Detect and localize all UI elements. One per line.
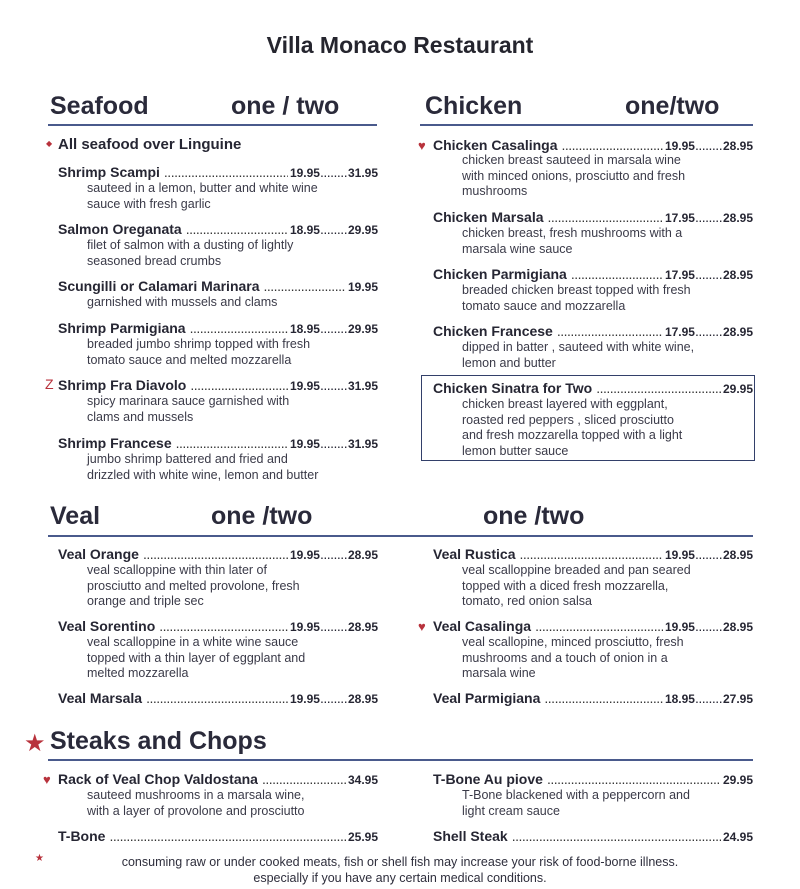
item-name: Veal Marsala bbox=[58, 690, 143, 706]
price-one: 19.95 bbox=[289, 379, 320, 393]
price: 25.95 bbox=[347, 830, 378, 844]
item-name: T-Bone Au piove bbox=[433, 771, 543, 787]
desc-line: and fresh mozzarella topped with a light bbox=[462, 428, 683, 442]
price-two: 28.95 bbox=[347, 692, 378, 706]
spicy-marker: Z bbox=[45, 376, 54, 392]
menu-item bbox=[58, 221, 378, 239]
chicken-rule bbox=[420, 124, 753, 126]
item-name: T-Bone bbox=[58, 828, 106, 844]
menu-item bbox=[58, 435, 378, 453]
price-two: 28.95 bbox=[722, 211, 753, 225]
desc-line: mushrooms bbox=[462, 184, 528, 198]
price-one: 19.95 bbox=[289, 166, 320, 180]
desc-line: breaded jumbo shrimp topped with fresh bbox=[87, 337, 311, 351]
item-description bbox=[87, 181, 318, 212]
desc-line: breaded chicken breast topped with fresh bbox=[462, 283, 691, 297]
price: 29.95 bbox=[722, 382, 753, 396]
price-two: 28.95 bbox=[722, 325, 753, 339]
item-name: Rack of Veal Chop Valdostana bbox=[58, 771, 258, 787]
desc-line: lemon butter sauce bbox=[462, 443, 569, 458]
steaks-rule bbox=[48, 759, 753, 761]
item-description bbox=[462, 563, 691, 610]
price-two: 27.95 bbox=[722, 692, 753, 706]
price-two: 28.95 bbox=[722, 139, 753, 153]
price: 34.95 bbox=[347, 773, 378, 787]
price-one: 19.95 bbox=[289, 692, 320, 706]
desc-line: veal scalloppine in a white wine sauce bbox=[87, 635, 299, 649]
price-one: 17.95 bbox=[664, 268, 695, 282]
menu-item bbox=[433, 690, 753, 708]
item-name: Shrimp Parmigiana bbox=[58, 320, 186, 336]
desc-line: roasted red peppers , sliced prosciutto bbox=[462, 412, 674, 427]
desc-line: marsala wine sauce bbox=[462, 241, 573, 256]
item-name: Shrimp Scampi bbox=[58, 164, 160, 180]
price-two: 29.95 bbox=[347, 322, 378, 336]
veal-heading: Veal bbox=[50, 502, 101, 530]
price-two: 31.95 bbox=[347, 379, 378, 393]
desc-line: with a layer of provolone and prosciutto bbox=[87, 803, 305, 818]
heart-icon: ♥ bbox=[43, 772, 51, 787]
price: 29.95 bbox=[722, 773, 753, 787]
item-name: Chicken Marsala bbox=[433, 209, 544, 225]
desc-line: topped with a thin layer of eggplant and bbox=[87, 650, 306, 665]
item-description bbox=[462, 226, 682, 257]
item-description bbox=[462, 340, 694, 371]
menu-item bbox=[433, 380, 753, 398]
menu-item bbox=[433, 828, 753, 846]
price: 24.95 bbox=[722, 830, 753, 844]
menu-item bbox=[433, 618, 753, 636]
price-one: 19.95 bbox=[289, 548, 320, 562]
footnote-line: especially if you have any certain medical conditions. bbox=[253, 871, 547, 885]
price-one: 19.95 bbox=[289, 620, 320, 634]
price-one: 18.95 bbox=[289, 322, 320, 336]
desc-line: tomato sauce and melted mozzarella bbox=[87, 352, 292, 367]
price-two: 28.95 bbox=[722, 620, 753, 634]
item-description bbox=[87, 337, 310, 368]
menu-item bbox=[433, 771, 753, 789]
price-one: 18.95 bbox=[664, 692, 695, 706]
menu-item bbox=[58, 320, 378, 338]
price-one: 19.95 bbox=[289, 437, 320, 451]
item-name: Chicken Parmigiana bbox=[433, 266, 567, 282]
item-name: Shell Steak bbox=[433, 828, 508, 844]
item-description bbox=[87, 788, 305, 819]
desc-line: marsala wine bbox=[462, 666, 536, 680]
price-one: 19.95 bbox=[664, 139, 695, 153]
menu-item bbox=[58, 546, 378, 564]
menu-item bbox=[433, 546, 753, 564]
menu-item bbox=[433, 209, 753, 227]
restaurant-title: Villa Monaco Restaurant bbox=[266, 32, 534, 58]
chicken-heading: Chicken bbox=[425, 92, 523, 120]
chicken-size-label: one/two bbox=[625, 92, 720, 120]
menu-item bbox=[433, 323, 753, 341]
desc-line: filet of salmon with a dusting of lightly bbox=[87, 238, 294, 252]
item-description bbox=[462, 788, 690, 819]
item-name: Salmon Oreganata bbox=[58, 221, 182, 237]
desc-line: veal scallopine, minced prosciutto, fresh bbox=[462, 635, 684, 649]
item-name: Veal Rustica bbox=[433, 546, 516, 562]
item-description bbox=[87, 295, 277, 311]
desc-line: jumbo shrimp battered and fried and bbox=[87, 452, 288, 466]
price-one: 18.95 bbox=[289, 223, 320, 237]
item-description bbox=[87, 635, 305, 682]
menu-item bbox=[433, 266, 753, 284]
price-one: 19.95 bbox=[664, 620, 695, 634]
desc-line: dipped in batter , sauteed with white wine, bbox=[462, 340, 695, 354]
veal-rule bbox=[48, 535, 753, 537]
desc-line: chicken breast, fresh mushrooms with a bbox=[462, 226, 683, 240]
item-name: Veal Sorentino bbox=[58, 618, 156, 634]
menu-item bbox=[58, 164, 378, 182]
desc-line: topped with a diced fresh mozzarella, bbox=[462, 578, 669, 593]
desc-line: garnished with mussels and clams bbox=[87, 295, 278, 309]
footnote bbox=[0, 854, 800, 886]
desc-line: prosciutto and melted provolone, fresh bbox=[87, 578, 300, 593]
item-description bbox=[462, 635, 684, 682]
desc-line: T-Bone blackened with a peppercorn and bbox=[462, 788, 690, 802]
steaks-heading: Steaks and Chops bbox=[50, 727, 267, 755]
seafood-rule bbox=[48, 124, 377, 126]
item-name: Chicken Sinatra for Two bbox=[433, 380, 593, 396]
desc-line: mushrooms and a touch of onion in a bbox=[462, 650, 668, 665]
item-name: Veal Parmigiana bbox=[433, 690, 541, 706]
price-two: 31.95 bbox=[347, 437, 378, 451]
item-description bbox=[87, 394, 289, 425]
price-two: 29.95 bbox=[347, 223, 378, 237]
footnote-line: consuming raw or under cooked meats, fish or shell fish may increase your risk of food-borne illness. bbox=[121, 855, 679, 869]
item-description bbox=[87, 238, 293, 269]
seafood-note: All seafood over Linguine bbox=[58, 136, 242, 153]
seafood-size-label: one / two bbox=[231, 92, 340, 120]
price-two: 28.95 bbox=[347, 620, 378, 634]
desc-line: chicken breast sauteed in marsala wine bbox=[462, 153, 681, 167]
item-description bbox=[462, 283, 691, 314]
price-two: 28.95 bbox=[722, 268, 753, 282]
star-icon: ★ bbox=[35, 853, 44, 864]
price: 19.95 bbox=[347, 280, 378, 294]
desc-line: lemon and butter bbox=[462, 355, 556, 370]
desc-line: drizzled with white wine, lemon and butter bbox=[87, 467, 319, 482]
desc-line: veal scalloppine with thin later of bbox=[87, 563, 267, 577]
item-description bbox=[87, 452, 318, 483]
desc-line: sauteed mushrooms in a marsala wine, bbox=[87, 788, 305, 802]
item-name: Shrimp Francese bbox=[58, 435, 172, 451]
seafood-heading: Seafood bbox=[50, 92, 149, 120]
desc-line: seasoned bread crumbs bbox=[87, 253, 222, 268]
desc-line: tomato sauce and mozzarella bbox=[462, 298, 626, 313]
desc-line: light cream sauce bbox=[462, 803, 560, 818]
price-one: 17.95 bbox=[664, 211, 695, 225]
item-name: Chicken Francese bbox=[433, 323, 553, 339]
heart-icon: ♥ bbox=[418, 138, 426, 153]
item-name: Shrimp Fra Diavolo bbox=[58, 377, 187, 393]
veal-size-label: one /two bbox=[211, 502, 313, 530]
price-one: 17.95 bbox=[664, 325, 695, 339]
item-name: Scungilli or Calamari Marinara bbox=[58, 278, 260, 294]
menu-item bbox=[58, 771, 378, 789]
desc-line: spicy marinara sauce garnished with bbox=[87, 394, 290, 408]
star-icon: ★ bbox=[24, 730, 46, 757]
menu-item bbox=[58, 278, 378, 296]
desc-line: veal scalloppine breaded and pan seared bbox=[462, 563, 691, 577]
diamond-icon: ◆ bbox=[46, 139, 53, 148]
price-two: 31.95 bbox=[347, 166, 378, 180]
veal-size-label-right: one /two bbox=[483, 502, 585, 530]
desc-line: clams and mussels bbox=[87, 409, 194, 424]
item-description bbox=[462, 153, 685, 200]
price-two: 28.95 bbox=[347, 548, 378, 562]
price-two: 28.95 bbox=[722, 548, 753, 562]
heart-icon: ♥ bbox=[418, 619, 426, 634]
desc-line: tomato, red onion salsa bbox=[462, 594, 592, 608]
item-description bbox=[87, 563, 300, 610]
desc-line: sauteed in a lemon, butter and white wine bbox=[87, 181, 318, 195]
menu-item bbox=[58, 828, 378, 846]
desc-line: with minced onions, prosciutto and fresh bbox=[462, 168, 686, 183]
item-name: Veal Casalinga bbox=[433, 618, 532, 634]
desc-line: sauce with fresh garlic bbox=[87, 196, 211, 211]
item-description bbox=[462, 397, 682, 459]
item-name: Chicken Casalinga bbox=[433, 137, 558, 153]
price-one: 19.95 bbox=[664, 548, 695, 562]
desc-line: melted mozzarella bbox=[87, 666, 189, 680]
desc-line: orange and triple sec bbox=[87, 594, 204, 608]
menu-item bbox=[58, 618, 378, 636]
menu-item bbox=[58, 377, 378, 395]
desc-line: chicken breast layered with eggplant, bbox=[462, 397, 668, 411]
item-name: Veal Orange bbox=[58, 546, 139, 562]
menu-item bbox=[58, 690, 378, 708]
